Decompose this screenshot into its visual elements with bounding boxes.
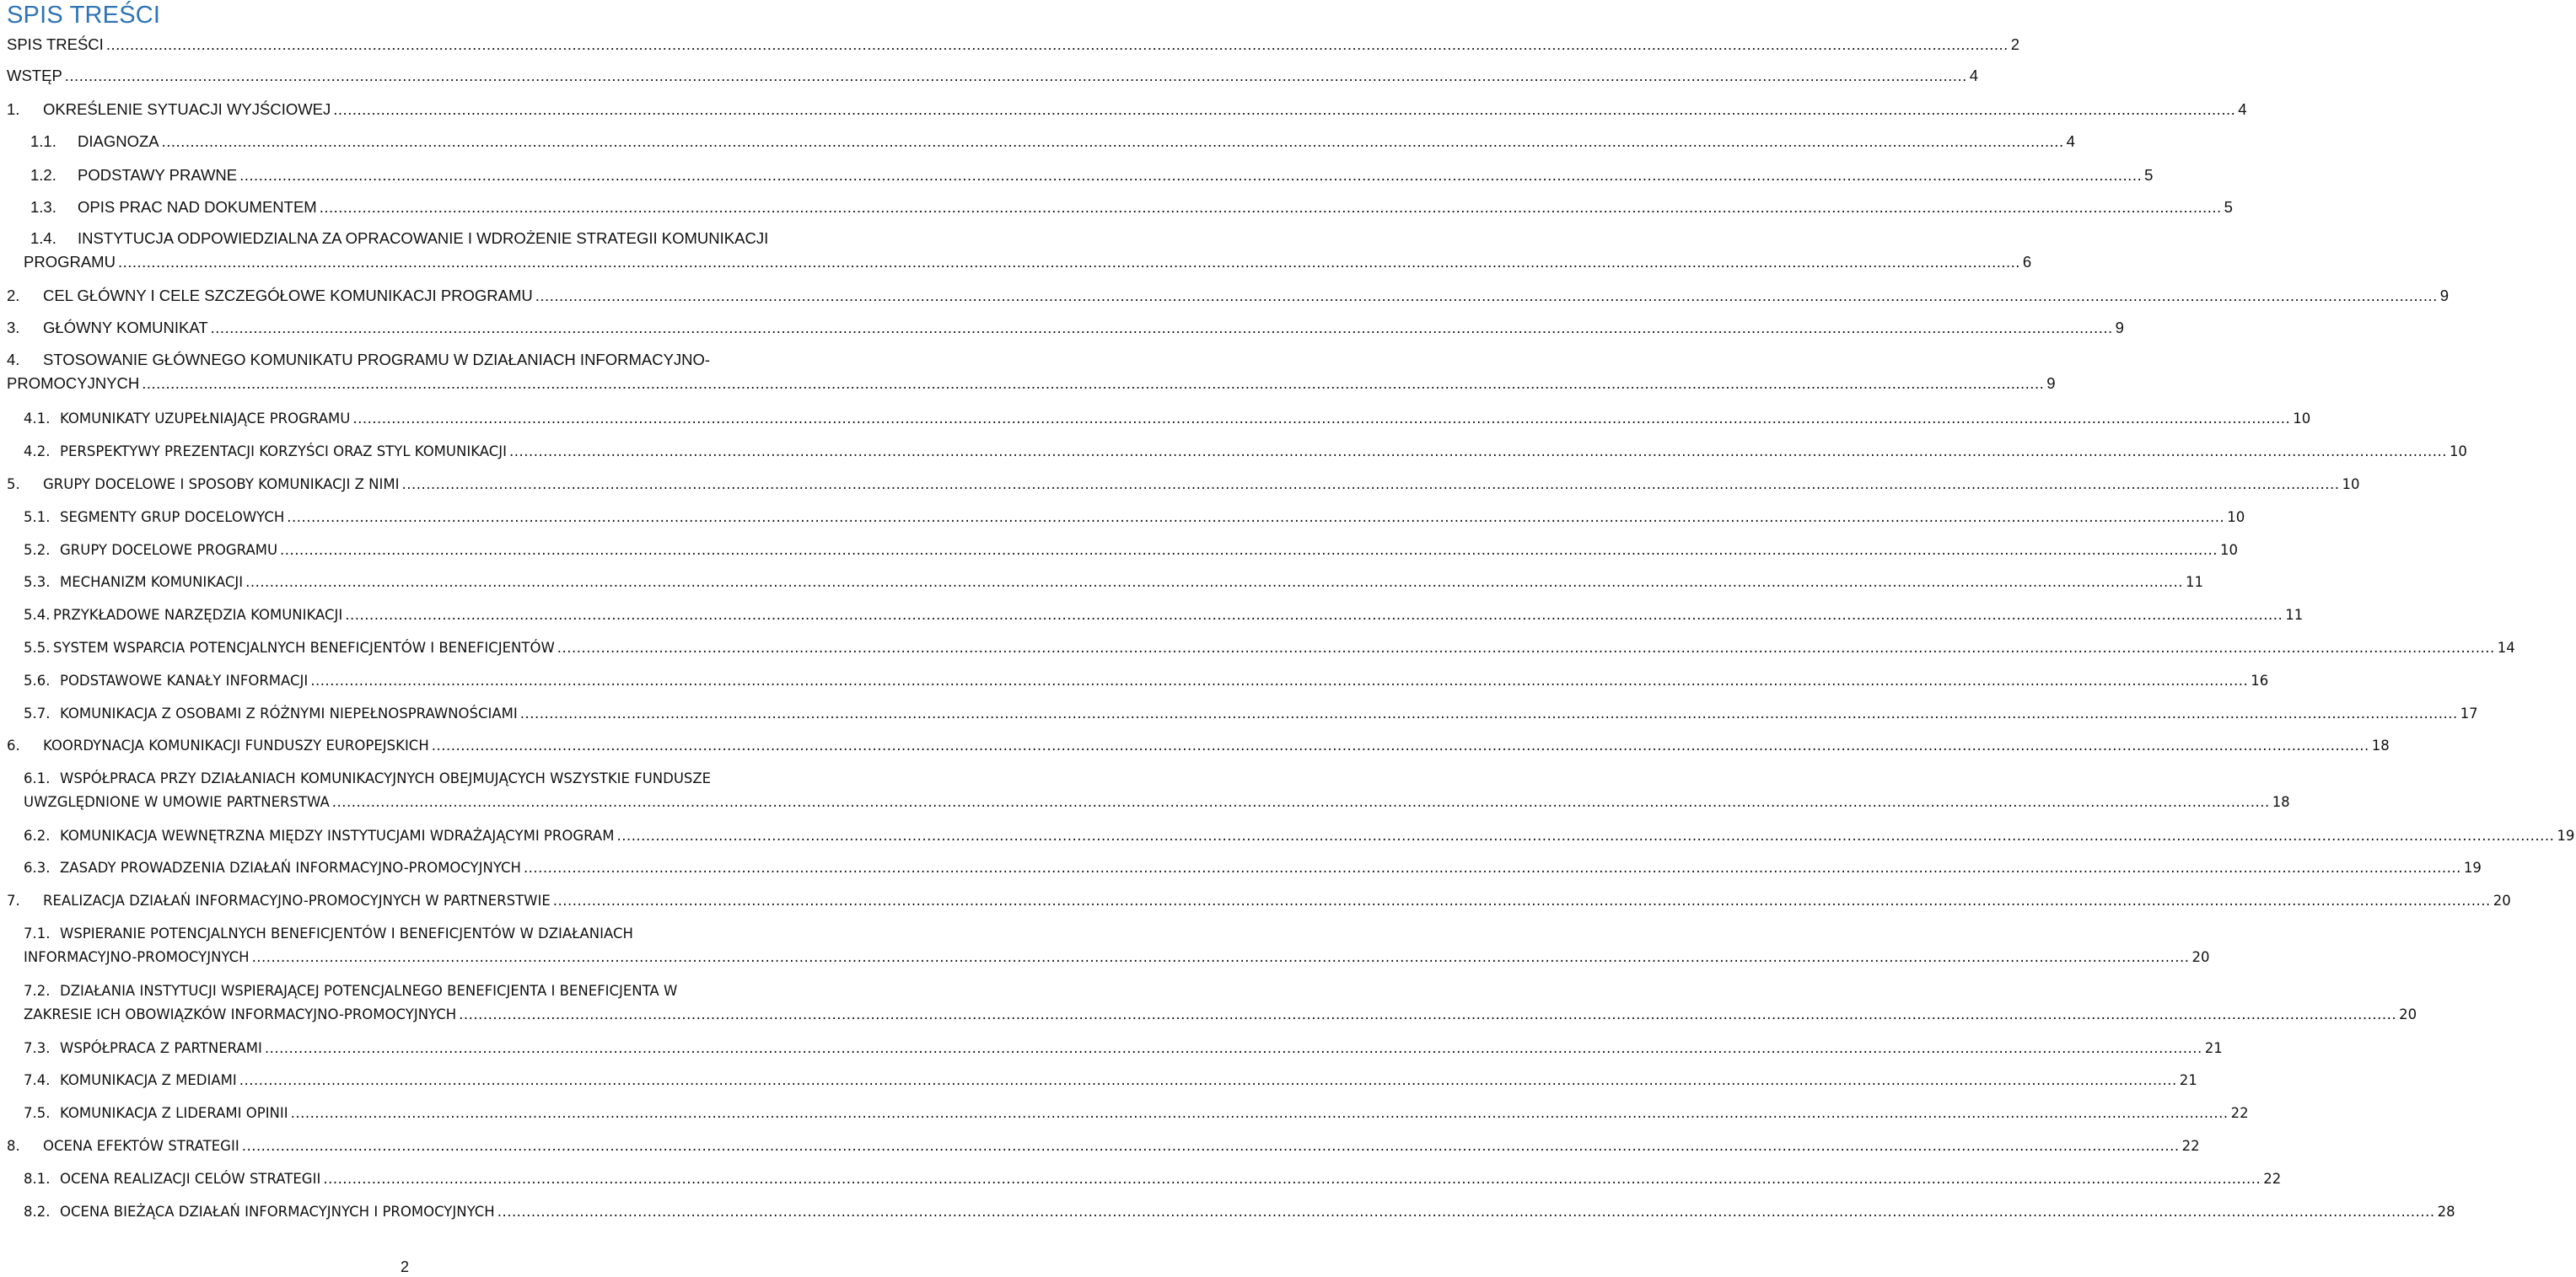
dot-leader: ................................................................................................................................................................................................................................................................................................................................................................................................................: [251, 949, 2190, 965]
toc-entry[interactable]: [0, 637, 2515, 659]
toc-entry-page: 9: [2439, 287, 2450, 304]
toc-entry-number: 8.: [7, 1138, 20, 1154]
toc-entry[interactable]: [0, 768, 809, 790]
toc-entry-page: 9: [2115, 319, 2124, 336]
toc-entry[interactable]: [0, 539, 2238, 561]
dot-leader: ................................................................................................................................................................................................................................................................................................................................................................................................................: [508, 443, 2447, 459]
toc-entry[interactable]: [0, 825, 2575, 847]
toc-entry-page: 14: [2497, 640, 2515, 656]
toc-entry-label-continued: PROGRAMU: [24, 253, 116, 271]
dot-leader: ................................................................................................................................................................................................................................................................................................................................................................................................................: [519, 706, 2458, 722]
toc-entry-page: 10: [2342, 476, 2360, 492]
toc-entry[interactable]: [0, 349, 809, 371]
toc-entry-page: 19: [2557, 828, 2575, 844]
toc-entry[interactable]: [0, 604, 2304, 626]
toc-entry-page: 4: [2238, 100, 2247, 118]
dot-leader: ................................................................................................................................................................................................................................................................................................................................................................................................................: [142, 374, 2045, 392]
toc-entry-label: GRUPY DOCELOWE PROGRAMU: [60, 542, 278, 558]
toc-entry-page: 10: [2449, 443, 2467, 459]
toc-entry-page: 11: [2285, 607, 2304, 623]
dot-leader: ................................................................................................................................................................................................................................................................................................................................................................................................................: [105, 35, 2009, 53]
toc-entry-label: SPIS TREŚCI: [7, 35, 104, 53]
toc-entry-page: 2: [2010, 35, 2020, 53]
toc-entry[interactable]: [0, 571, 2204, 593]
toc-entry-label: WSPIERANIE POTENCJALNYCH BENEFICJENTÓW I BENEFICJENTÓW W DZIAŁANIACH: [60, 926, 633, 942]
toc-entry-number: 5.3.: [24, 574, 51, 590]
toc-entry-number: 7.2.: [24, 983, 51, 999]
toc-entry[interactable]: [0, 1038, 2223, 1060]
toc-entry-label-continued: UWZGLĘDNIONE W UMOWIE PARTNERSTWA: [24, 794, 330, 810]
dot-leader: ................................................................................................................................................................................................................................................................................................................................................................................................................: [319, 198, 2222, 216]
toc-entry[interactable]: [0, 735, 2390, 757]
toc-entry-label: SEGMENTY GRUP DOCELOWYCH: [60, 509, 285, 525]
toc-entry-page: 21: [2179, 1072, 2197, 1088]
toc-entry-number: 6.: [7, 738, 20, 754]
dot-leader: ................................................................................................................................................................................................................................................................................................................................................................................................................: [523, 860, 2461, 876]
toc-entry-page: 22: [2230, 1105, 2249, 1121]
dot-leader: ................................................................................................................................................................................................................................................................................................................................................................................................................: [333, 100, 2236, 118]
dot-leader: ................................................................................................................................................................................................................................................................................................................................................................................................................: [616, 828, 2555, 844]
toc-entry-page: 11: [2186, 574, 2204, 590]
toc-entry-label: WSPÓŁPRACA Z PARTNERAMI: [60, 1040, 262, 1056]
toc-entry-number: 4.1.: [24, 410, 51, 427]
toc-entry-number: 7.5.: [24, 1105, 51, 1121]
toc-entry-number: 5.1.: [24, 509, 51, 525]
toc-entry-page: 10: [2227, 509, 2245, 525]
toc-entry-page: 22: [2263, 1171, 2282, 1187]
toc-entry-page: 9: [2046, 374, 2056, 392]
toc-entry[interactable]: [0, 857, 2482, 879]
toc-entry-number: 4.: [7, 351, 20, 368]
toc-entry-page: 6: [2022, 253, 2032, 271]
toc-entry-number: 7.: [7, 893, 20, 909]
toc-entry-label: DZIAŁANIA INSTYTUCJI WSPIERAJĄCEJ POTENCJALNEGO BENEFICJENTA I BENEFICJENTA W: [60, 983, 678, 999]
toc-entry[interactable]: [0, 408, 2311, 430]
toc-entry[interactable]: [0, 670, 2269, 692]
toc-entry-page: 22: [2181, 1138, 2200, 1154]
dot-leader: ................................................................................................................................................................................................................................................................................................................................................................................................................: [239, 166, 2143, 184]
dot-leader: ................................................................................................................................................................................................................................................................................................................................................................................................................: [241, 1138, 2180, 1154]
toc-entry-label: STOSOWANIE GŁÓWNEGO KOMUNIKATU PROGRAMU W DZIAŁANIACH INFORMACYJNO-: [43, 351, 711, 368]
toc-entry-number: 2.: [7, 287, 20, 304]
toc-entry-number: 7.3.: [24, 1040, 51, 1056]
toc-entry-label: PODSTAWY PRAWNE: [78, 166, 238, 184]
toc-entry-number: 5.: [7, 476, 20, 492]
toc-entry-label: OPIS PRAC NAD DOKUMENTEM: [78, 198, 317, 216]
dot-leader: ................................................................................................................................................................................................................................................................................................................................................................................................................: [352, 410, 2291, 427]
toc-entry-continuation[interactable]: [0, 1004, 2417, 1026]
page-number: 2: [400, 1258, 409, 1275]
dot-leader: ................................................................................................................................................................................................................................................................................................................................................................................................................: [290, 1105, 2229, 1121]
toc-entry[interactable]: [0, 65, 1979, 87]
toc-entry[interactable]: [0, 317, 2124, 339]
toc-entry-page: 20: [2191, 949, 2210, 965]
toc-entry-page: 18: [2371, 738, 2390, 754]
toc-entry-number: 5.4.: [24, 607, 51, 623]
dot-leader: ................................................................................................................................................................................................................................................................................................................................................................................................................: [264, 1040, 2202, 1056]
toc-entry-number: 1.4.: [30, 229, 56, 247]
toc-entry-number: 8.2.: [24, 1204, 51, 1220]
toc-entry-page: 20: [2399, 1006, 2417, 1022]
toc-entry-label: GŁÓWNY KOMUNIKAT: [43, 319, 208, 336]
dot-leader: ................................................................................................................................................................................................................................................................................................................................................................................................................: [497, 1204, 2435, 1220]
toc-entry-page: 5: [2144, 166, 2154, 184]
dot-leader: ................................................................................................................................................................................................................................................................................................................................................................................................................: [287, 509, 2225, 525]
toc-entry[interactable]: [0, 703, 2478, 725]
toc-entry-page: 16: [2251, 673, 2269, 689]
toc-entry-label: KOMUNIKACJA Z LIDERAMI OPINII: [60, 1105, 288, 1121]
dot-leader: ................................................................................................................................................................................................................................................................................................................................................................................................................: [331, 794, 2270, 810]
toc-entry-page: 10: [2293, 410, 2311, 427]
toc-entry-label: KOMUNIKATY UZUPEŁNIAJĄCE PROGRAMU: [60, 410, 351, 427]
toc-entry-label: PERSPEKTYWY PREZENTACJI KORZYŚCI ORAZ STYL KOMUNIKACJI: [60, 443, 507, 459]
toc-entry-label: OKREŚLENIE SYTUACJI WYJŚCIOWEJ: [43, 100, 331, 118]
dot-leader: ................................................................................................................................................................................................................................................................................................................................................................................................................: [161, 132, 2064, 150]
toc-entry-label: INSTYTUCJA ODPOWIEDZIALNA ZA OPRACOWANIE I WDROŻENIE STRATEGII KOMUNIKACJI: [78, 229, 769, 247]
toc-entry-label: PODSTAWOWE KANAŁY INFORMACJI: [60, 673, 309, 689]
toc-entry-label: REALIZACJA DZIAŁAŃ INFORMACYJNO-PROMOCYJNYCH W PARTNERSTWIE: [43, 893, 551, 909]
dot-leader: ................................................................................................................................................................................................................................................................................................................................................................................................................: [64, 67, 1967, 84]
dot-leader: ................................................................................................................................................................................................................................................................................................................................................................................................................: [310, 673, 2249, 689]
toc-entry-page: 4: [2066, 132, 2075, 150]
toc-entry-number: 5.6.: [24, 673, 51, 689]
dot-leader: ................................................................................................................................................................................................................................................................................................................................................................................................................: [459, 1006, 2397, 1022]
dot-leader: ................................................................................................................................................................................................................................................................................................................................................................................................................: [401, 476, 2340, 492]
toc-entry[interactable]: [0, 131, 2075, 153]
dot-leader: ................................................................................................................................................................................................................................................................................................................................................................................................................: [210, 319, 2113, 336]
toc-entry-number: 1.3.: [30, 198, 56, 216]
toc-entry[interactable]: [0, 474, 2360, 496]
page-title: SPIS TREŚCI: [7, 2, 161, 29]
toc-entry-label: KOMUNIKACJA Z OSOBAMI Z RÓŻNYMI NIEPEŁNOSPRAWNOŚCIAMI: [60, 706, 518, 722]
toc-entry-number: 8.1.: [24, 1171, 51, 1187]
toc-entry-page: 19: [2463, 860, 2482, 876]
toc-entry-label: OCENA EFEKTÓW STRATEGII: [43, 1138, 239, 1154]
toc-entry-page: 20: [2493, 893, 2511, 909]
toc-entry[interactable]: [0, 923, 809, 945]
dot-leader: ................................................................................................................................................................................................................................................................................................................................................................................................................: [323, 1171, 2261, 1187]
toc-entry-label: SYSTEM WSPARCIA POTENCJALNYCH BENEFICJENTÓW I BENEFICJENTÓW: [53, 640, 555, 656]
toc-entry[interactable]: [0, 228, 809, 249]
toc-entry-label: CEL GŁÓWNY I CELE SZCZEGÓŁOWE KOMUNIKACJI PROGRAMU: [43, 287, 533, 304]
toc-entry[interactable]: [0, 164, 2154, 186]
toc-entry-continuation[interactable]: [0, 947, 2210, 968]
toc-entry-label: GRUPY DOCELOWE I SPOSOBY KOMUNIKACJI Z NIMI: [43, 476, 400, 492]
toc-entry[interactable]: [0, 1201, 2455, 1223]
toc-entry-label-continued: INFORMACYJNO-PROMOCYJNYCH: [24, 949, 250, 965]
dot-leader: ................................................................................................................................................................................................................................................................................................................................................................................................................: [117, 253, 2020, 271]
toc-entry[interactable]: [0, 34, 2020, 56]
toc-entry-label: WSPÓŁPRACA PRZY DZIAŁANIACH KOMUNIKACYJNYCH OBEJMUJĄCYCH WSZYSTKIE FUNDUSZE: [60, 770, 712, 786]
toc-entry-label: KOMUNIKACJA Z MEDIAMI: [60, 1072, 237, 1088]
toc-entry-label: WSTĘP: [7, 67, 62, 84]
toc-entry[interactable]: [0, 1135, 2200, 1157]
dot-leader: ................................................................................................................................................................................................................................................................................................................................................................................................................: [280, 542, 2218, 558]
toc-entry-page: 4: [1969, 67, 1979, 84]
toc-entry-label-continued: PROMOCYJNYCH: [7, 374, 140, 392]
toc-entry[interactable]: [0, 1070, 2197, 1092]
dot-leader: ................................................................................................................................................................................................................................................................................................................................................................................................................: [245, 574, 2184, 590]
toc-entry[interactable]: [0, 890, 2511, 912]
toc-entry-continuation[interactable]: [0, 251, 2032, 273]
toc-entry-label: OCENA REALIZACJI CELÓW STRATEGII: [60, 1171, 321, 1187]
toc-entry[interactable]: [0, 196, 2233, 218]
toc-entry-number: 3.: [7, 319, 20, 336]
dot-leader: ................................................................................................................................................................................................................................................................................................................................................................................................................: [239, 1072, 2177, 1088]
toc-entry[interactable]: [0, 99, 2247, 121]
toc-entry-label: MECHANIZM KOMUNIKACJI: [60, 574, 244, 590]
toc-entry-page: 10: [2220, 542, 2238, 558]
toc-entry-page: 21: [2204, 1040, 2223, 1056]
toc-entry-number: 6.3.: [24, 860, 51, 876]
toc-entry-label: ZASADY PROWADZENIA DZIAŁAŃ INFORMACYJNO-PROMOCYJNYCH: [60, 860, 521, 876]
toc-entry-label: OCENA BIEŻĄCA DZIAŁAŃ INFORMACYJNYCH I PROMOCYJNYCH: [60, 1204, 495, 1220]
toc-entry-number: 6.1.: [24, 770, 51, 786]
dot-leader: ................................................................................................................................................................................................................................................................................................................................................................................................................: [557, 640, 2495, 656]
toc-entry[interactable]: [0, 507, 2245, 529]
toc-entry[interactable]: [0, 285, 2450, 307]
toc-entry-continuation[interactable]: [0, 791, 2290, 813]
toc-entry-number: 7.4.: [24, 1072, 51, 1088]
toc-entry[interactable]: [0, 441, 2467, 463]
toc-entry-number: 5.7.: [24, 706, 51, 722]
toc-entry-number: 6.2.: [24, 828, 51, 844]
toc-entry-label: DIAGNOZA: [78, 132, 159, 150]
toc-entry-page: 18: [2272, 794, 2290, 810]
toc-entry-number: 4.2.: [24, 443, 51, 459]
dot-leader: ................................................................................................................................................................................................................................................................................................................................................................................................................: [431, 738, 2369, 754]
toc-entry-page: 28: [2437, 1204, 2455, 1220]
toc-entry-page: 17: [2460, 706, 2478, 722]
toc-entry-continuation[interactable]: [0, 373, 2056, 394]
toc-entry-label: PRZYKŁADOWE NARZĘDZIA KOMUNIKACJI: [53, 607, 343, 623]
toc-entry-label: KOORDYNACJA KOMUNIKACJI FUNDUSZY EUROPEJSKICH: [43, 738, 429, 754]
toc-entry-number: 1.1.: [30, 132, 56, 150]
toc-entry-number: 1.2.: [30, 166, 56, 184]
toc-entry-number: 1.: [7, 100, 20, 118]
toc-entry-label: KOMUNIKACJA WEWNĘTRZNA MIĘDZY INSTYTUCJAMI WDRAŻAJĄCYMI PROGRAM: [60, 828, 615, 844]
toc-entry[interactable]: [0, 1103, 2249, 1124]
toc-entry-page: 5: [2224, 198, 2233, 216]
toc-entry[interactable]: [0, 1168, 2282, 1190]
dot-leader: ................................................................................................................................................................................................................................................................................................................................................................................................................: [552, 893, 2491, 909]
dot-leader: ................................................................................................................................................................................................................................................................................................................................................................................................................: [535, 287, 2438, 304]
toc-entry-number: 5.2.: [24, 542, 51, 558]
toc-entry-number: 5.5.: [24, 640, 51, 656]
toc-entry-label-continued: ZAKRESIE ICH OBOWIĄZKÓW INFORMACYJNO-PROMOCYJNYCH: [24, 1006, 457, 1022]
toc-entry[interactable]: [0, 980, 809, 1002]
dot-leader: ................................................................................................................................................................................................................................................................................................................................................................................................................: [345, 607, 2283, 623]
toc-entry-number: 7.1.: [24, 926, 51, 942]
